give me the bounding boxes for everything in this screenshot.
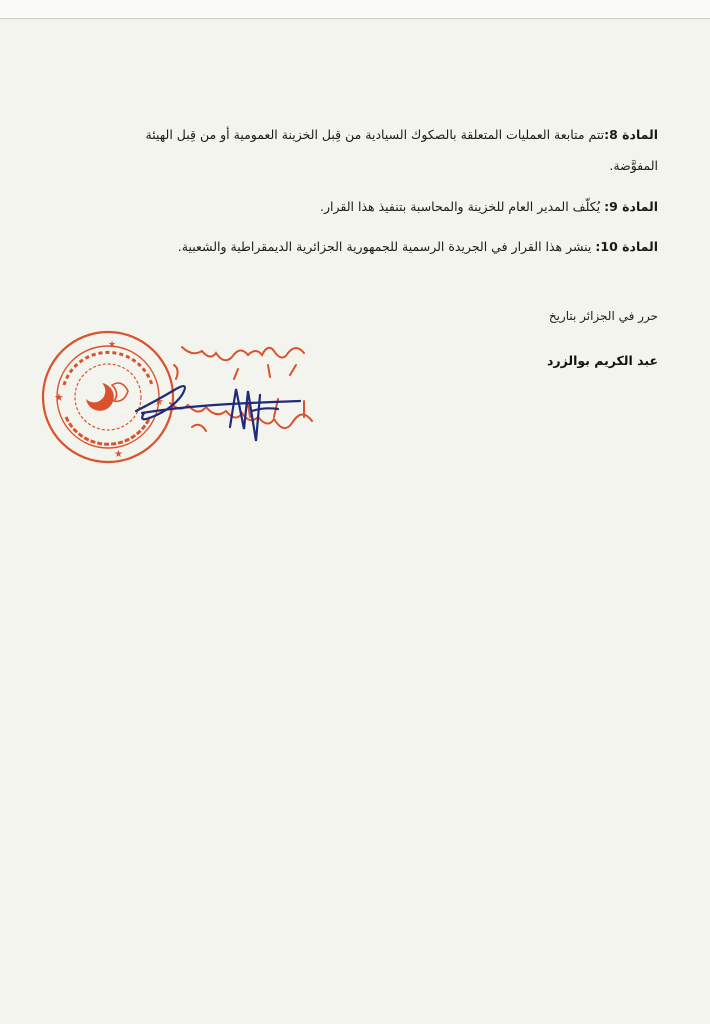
article-10-text: ينشر هذا القرار في الجريدة الرسمية للجمهورية الجزائرية الديمقراطية والشعبية. — [177, 239, 596, 254]
article-9 — [98, 191, 658, 222]
svg-text:★: ★ — [154, 395, 164, 408]
article-8-text: تتم متابعة العمليات المتعلقة بالصكوك السيادية من قِبل الخزينة العمومية أو من قِبل الهيئة المفوَّضة. — [145, 127, 658, 173]
document-page — [0, 19, 710, 1024]
place-date-line: حرر في الجزائر بتاريخ — [548, 309, 658, 323]
svg-text:★: ★ — [108, 340, 117, 350]
article-9-label: المادة 9: — [604, 199, 658, 214]
round-seal — [43, 332, 173, 462]
svg-text:★: ★ — [54, 391, 64, 404]
article-9-text: يُكلّف المدير العام للخزينة والمحاسبة بتنفيذ هذا القرار. — [320, 199, 605, 214]
article-8 — [98, 119, 658, 181]
official-stamp-and-signature — [42, 325, 314, 469]
article-10-label: المادة 10: — [595, 239, 658, 254]
article-10 — [98, 231, 658, 262]
signer-name: عبد الكريم بوالزرد — [547, 353, 658, 368]
article-8-label: المادة 8: — [604, 127, 658, 142]
scan-top-edge — [0, 0, 710, 19]
svg-text:★: ★ — [114, 449, 123, 460]
